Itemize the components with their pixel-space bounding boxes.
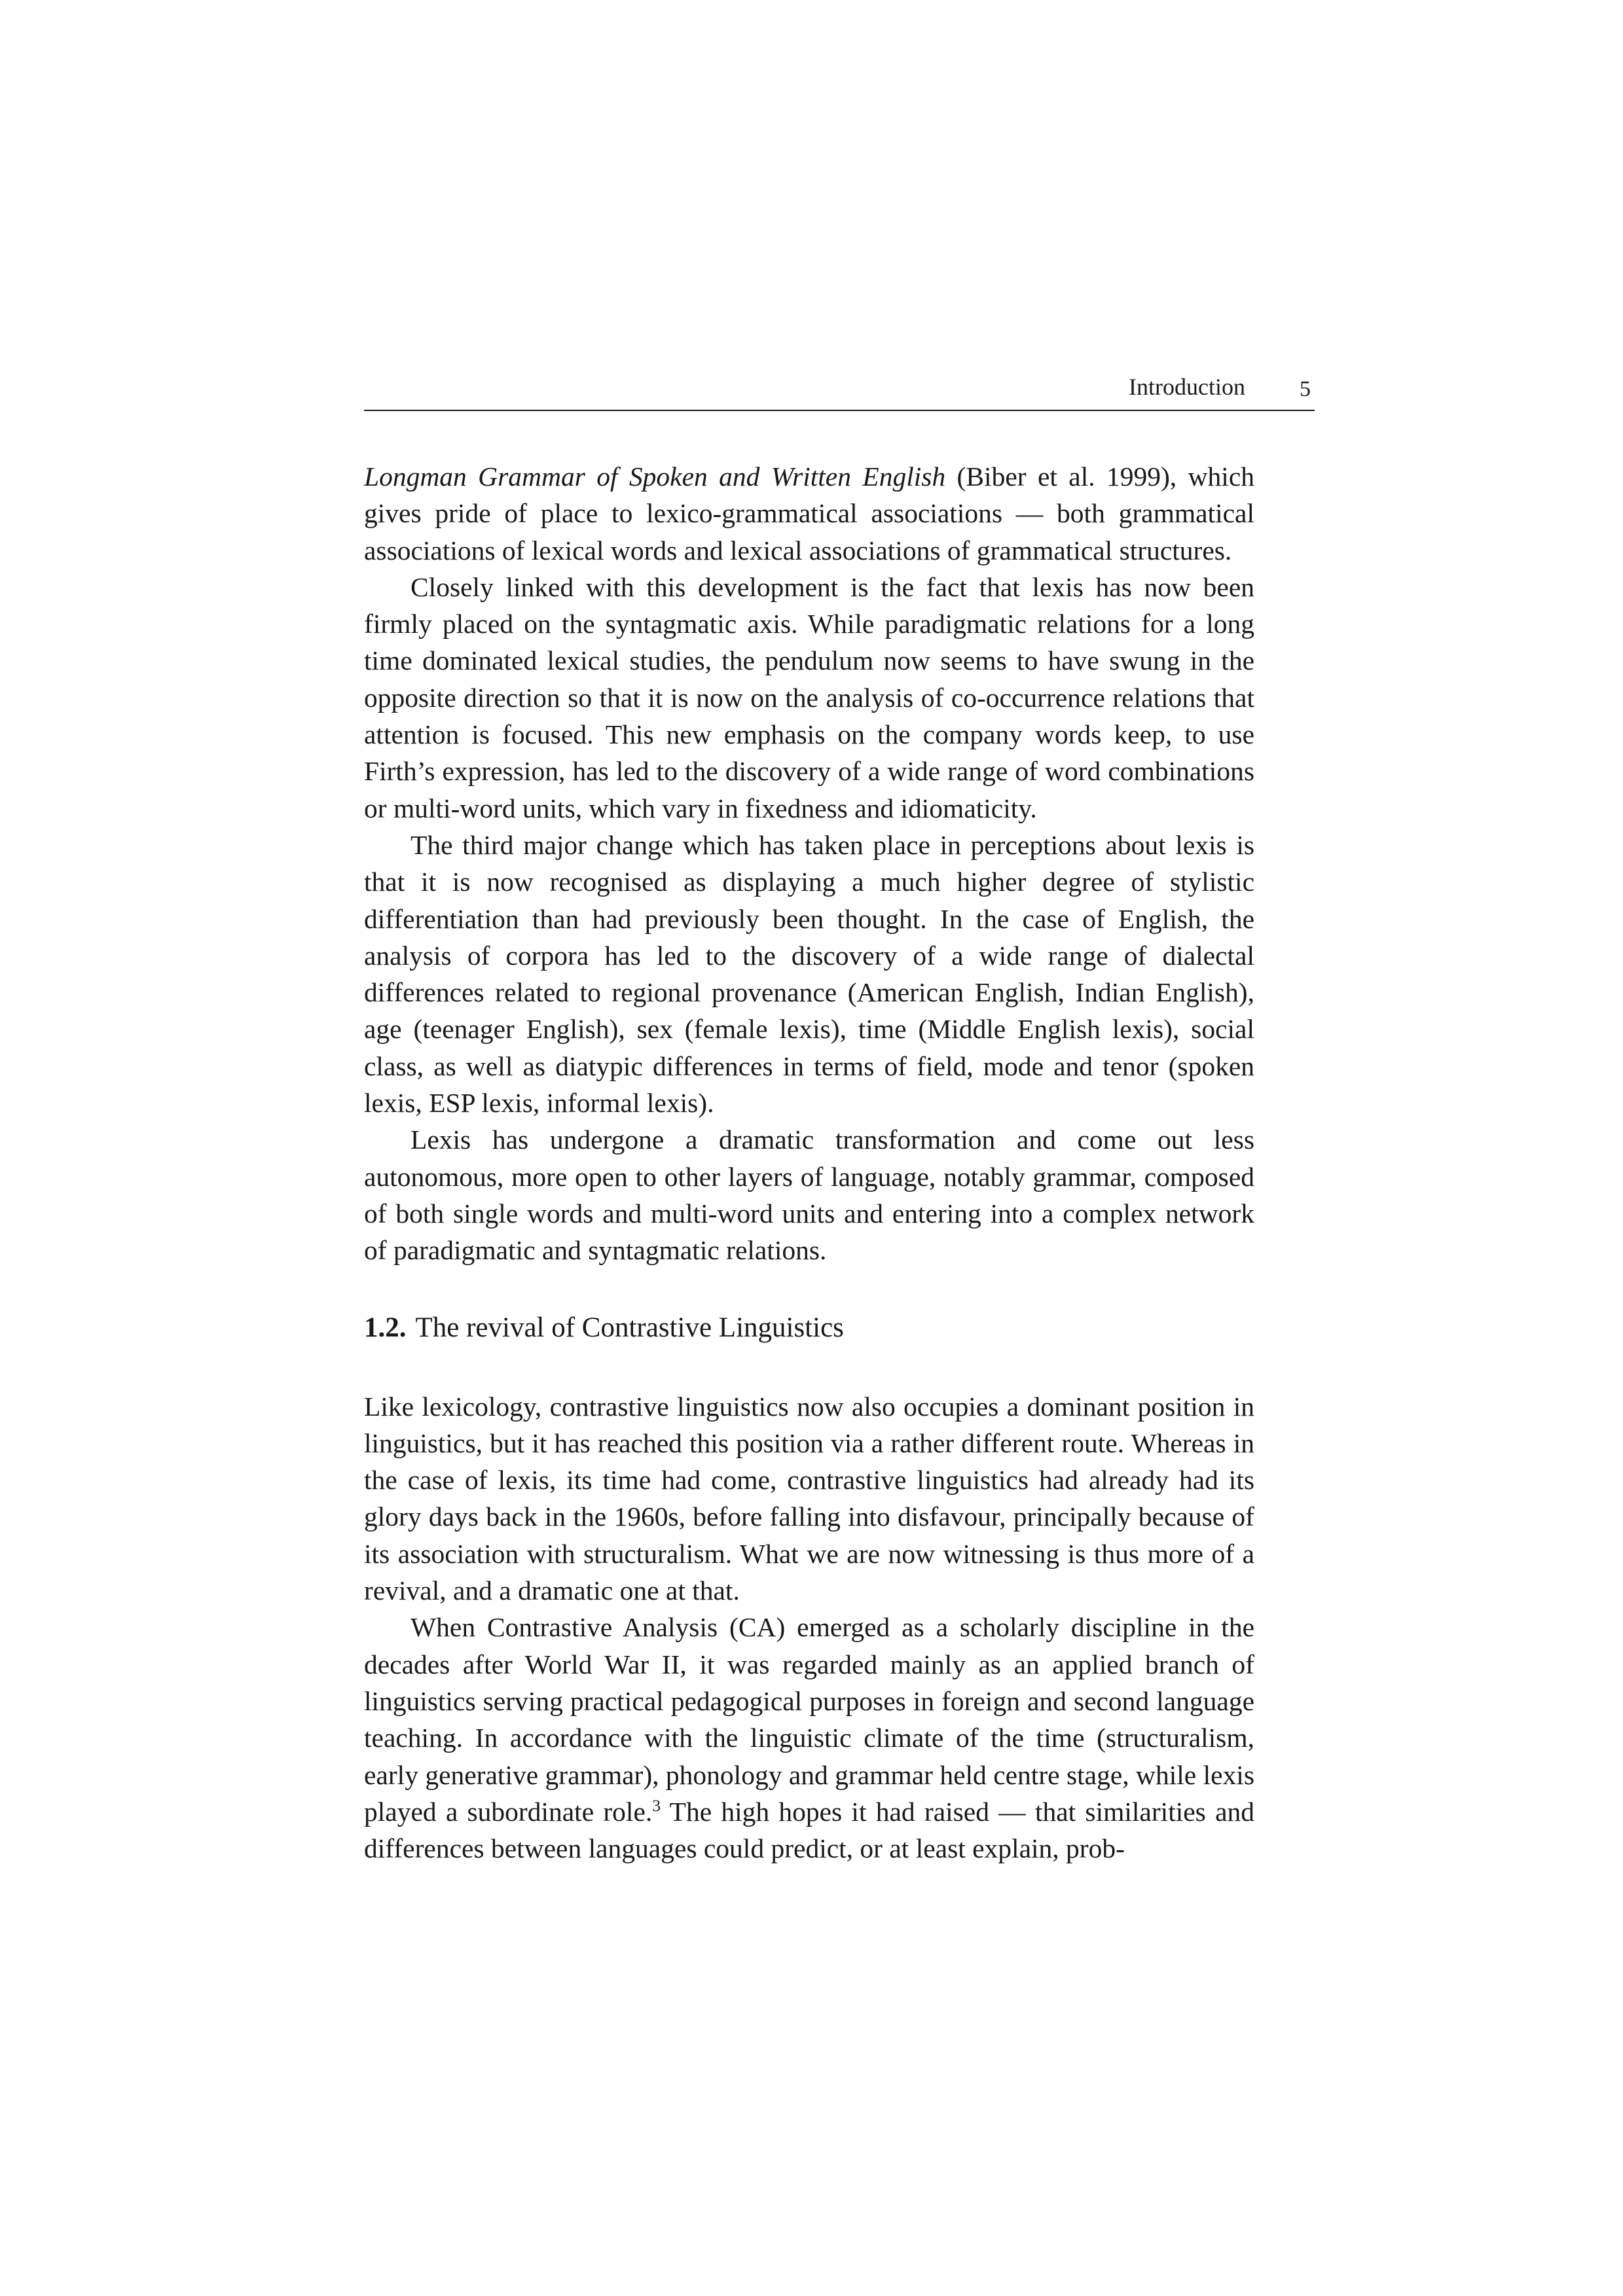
body-text: [364, 458, 1254, 1867]
paragraph-5: Like lexicology, contrastive linguistics now also occupies a dominant position in linguistics, but it has reached this position via a rather different route. Whereas in the case of lexis, its time had come, contrastive linguistics had already had its glory days back in the 1960s, before falling into disfavour, principally because of its association with structuralism. What we are now witnessing is thus more of a revival, and a dramatic one at that.: [364, 1391, 1254, 1606]
paragraph-1: [364, 458, 1254, 569]
paragraph-6-text-start: When Contrastive Analysis (CA) emerged as a scholarly discipline in the decades after World War II, it was regarded mainly as an applied branch of linguistics serving practical pedagogical purposes in foreign and second language teaching. In accordance with the linguistic climate of the time (structuralism, early generative grammar), phonology and grammar held centre stage, while lexis played a subordinate role.: [364, 1612, 1254, 1827]
paragraph-1-text: (Biber et al. 1999), which gives pride of place to lexico-grammatical associations — both grammatical associations of lexical words and lexical associations of grammatical structures.: [364, 461, 1254, 565]
running-header: [364, 367, 1315, 411]
section-title: The revival of Contrastive Linguistics: [415, 1312, 844, 1343]
page-number: 5: [1300, 377, 1311, 401]
section-number: 1.2.: [364, 1312, 407, 1343]
paragraph-6: [364, 1609, 1254, 1867]
paragraph-3: The third major change which has taken place in perceptions about lexis is that it is now recognised as displaying a much higher degree of stylistic differentiation than had previously been thought. In the case of English, the analysis of corpora has led to the discovery of a wide range of dialectal differences related to regional provenance (American English, Indian English), age (teenager English), sex (female lexis), time (Middle English lexis), social class, as well as diatypic differences in terms of field, mode and tenor (spoken lexis, ESP lexis, informal lexis).: [364, 829, 1254, 1119]
paragraph-4: Lexis has undergone a dramatic transformation and come out less autonomous, more open to other layers of language, notably grammar, composed of both single words and multi-word units and entering into a complex network of paradigmatic and syntagmatic relations.: [364, 1124, 1254, 1266]
footnote-marker[interactable]: 3: [652, 1795, 661, 1815]
book-title: Longman Grammar of Spoken and Written English: [364, 461, 946, 492]
paragraph-2: Closely linked with this development is the fact that lexis has now been firmly placed on the syntagmatic axis. While paradigmatic relations for a long time dominated lexical studies, the pendulum now seems to have swung in the opposite direction so that it is now on the analysis of co-occurrence relations that attention is focused. This new emphasis on the company words keep, to use Firth’s expression, has led to the discovery of a wide range of word combinations or multi-word units, which vary in fixedness and idiomaticity.: [364, 571, 1254, 823]
paragraph-6-text-end: The high hopes it had raised — that similarities and differences between languages could predict, or at least explain, prob-: [364, 1796, 1254, 1864]
section-heading: [364, 1310, 1254, 1346]
running-head-title: Introduction: [1129, 374, 1245, 400]
